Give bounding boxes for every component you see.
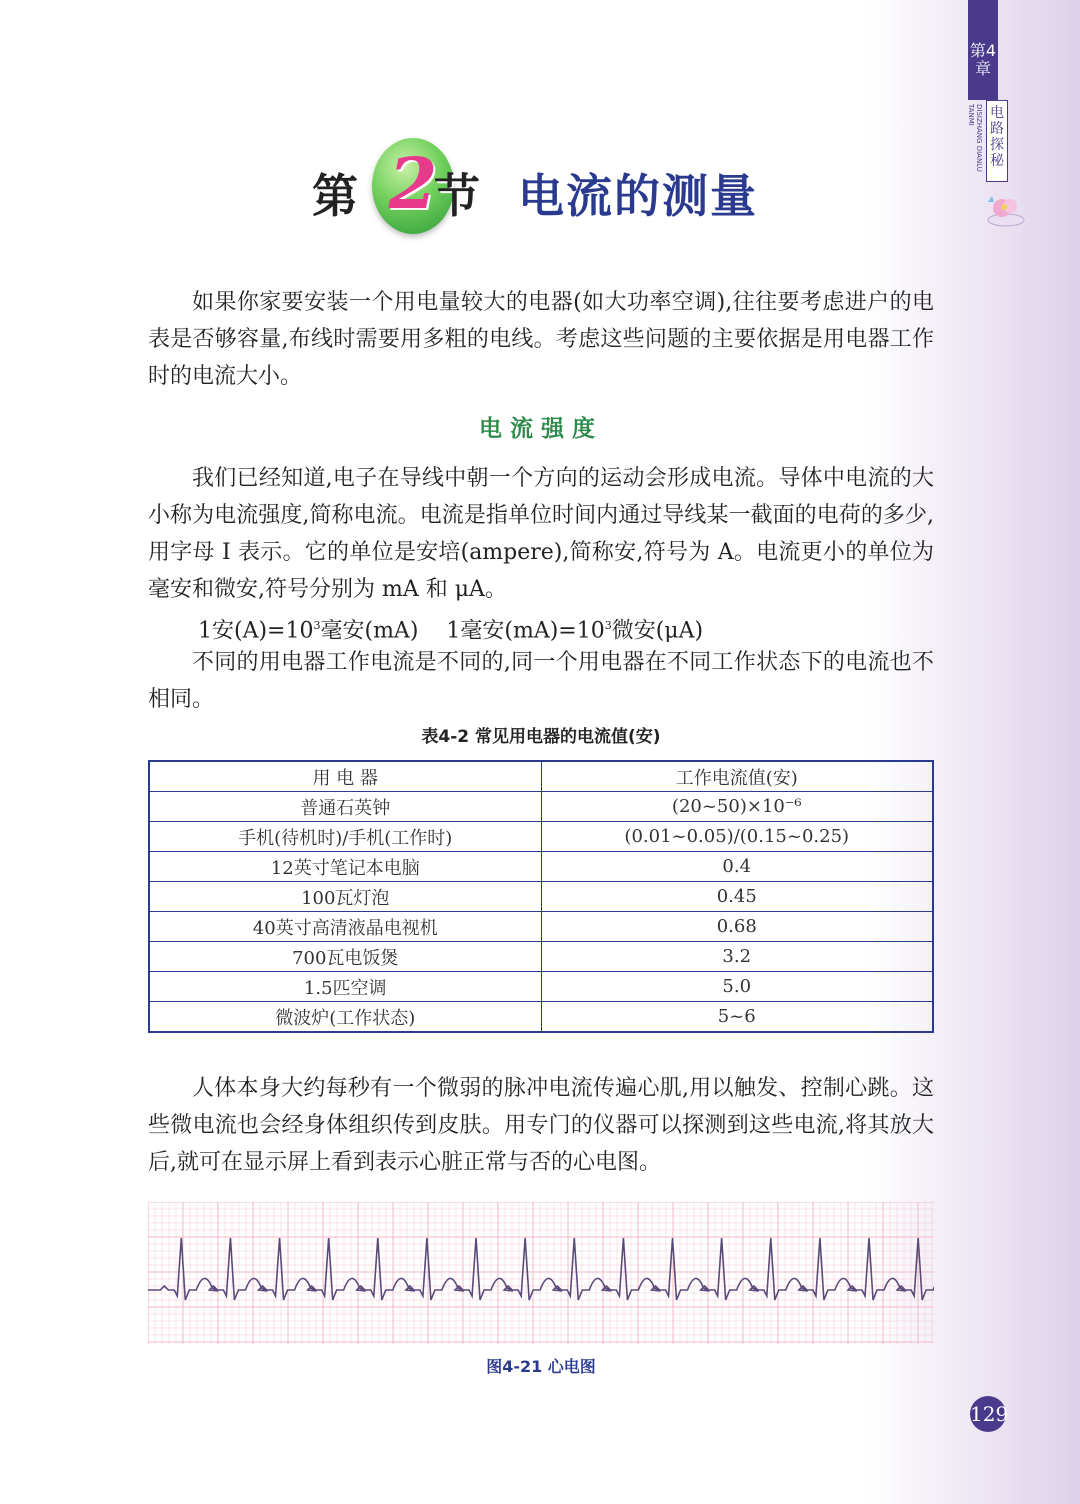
table-cell-appliance: 100瓦灯泡 xyxy=(149,882,541,912)
table-row xyxy=(149,972,933,1002)
table-header-current: 工作电流值(安) xyxy=(541,761,933,792)
intro-paragraph: 如果你家要安装一个用电量较大的电器(如大功率空调),往往要考虑进户的电表是否够容量,布线时需要用多粗的电线。考虑这些问题的主要依据是用电器工作时的电流大小。 xyxy=(148,290,934,389)
table-cell-current: 0.68 xyxy=(541,912,933,942)
ecg-grid xyxy=(148,1202,934,1344)
formula-part-a: 1安(A)=10 xyxy=(198,618,314,644)
section-number: 2 xyxy=(388,142,438,225)
section-title-suffix: 节 xyxy=(434,169,480,223)
table-row xyxy=(149,792,933,822)
table-cell-current: (0.01~0.05)/(0.15~0.25) xyxy=(541,822,933,852)
formula-exponent-a: 3 xyxy=(313,619,321,632)
table-header-row xyxy=(149,761,933,792)
section-title-name: 电流的测量 xyxy=(518,169,758,223)
table-row xyxy=(149,852,933,882)
table-cell-appliance: 微波炉(工作状态) xyxy=(149,1002,541,1033)
chapter-pinyin: DISIZHANG DIANLU TANMI xyxy=(967,104,983,172)
table-row xyxy=(149,942,933,972)
formula-exponent-b: 3 xyxy=(604,619,612,632)
chapter-title: 电路探秘 xyxy=(986,100,1008,182)
unit-conversion-formula xyxy=(198,607,703,649)
ecg-figure xyxy=(148,1202,934,1344)
table-cell-appliance: 12英寸笔记本电脑 xyxy=(149,852,541,882)
table-cell-appliance: 手机(待机时)/手机(工作时) xyxy=(149,822,541,852)
chapter-tab: 第4章 xyxy=(968,0,998,100)
figure-caption: 图4-21 心电图 xyxy=(486,1357,596,1376)
formula-part-b: 毫安(mA) 1毫安(mA)=10 xyxy=(320,618,605,644)
table-cell-current: 3.2 xyxy=(541,942,933,972)
heart-paragraph: 人体本身大约每秒有一个微弱的脉冲电流传遍心肌,用以触发、控制心跳。这些微电流也会经身体组织传到皮肤。用专门的仪器可以探测到这些电流,将其放大后,就可在显示屏上看到表示心脏正常与否的心电图。 xyxy=(148,1076,934,1175)
table-cell-appliance: 1.5匹空调 xyxy=(149,972,541,1002)
table-cell-current: 0.4 xyxy=(541,852,933,882)
table-cell-current: 5~6 xyxy=(541,1002,933,1033)
table-caption: 表4-2 常见用电器的电流值(安) xyxy=(421,727,661,747)
table-row xyxy=(149,882,933,912)
section-heading: 电流强度 xyxy=(479,416,603,442)
section-title xyxy=(312,138,792,238)
current-values-table xyxy=(148,760,934,1033)
table-row xyxy=(149,822,933,852)
ecg-trace xyxy=(148,1238,934,1300)
table-row xyxy=(149,1002,933,1033)
different-current-paragraph: 不同的用电器工作电流是不同的,同一个用电器在不同工作状态下的电流也不相同。 xyxy=(148,650,934,712)
table-cell-current: 0.45 xyxy=(541,882,933,912)
formula-part-c: 微安(μA) xyxy=(611,618,704,644)
page-number: 129 xyxy=(970,1396,1006,1432)
definition-paragraph: 我们已经知道,电子在导线中朝一个方向的运动会形成电流。导体中电流的大小称为电流强度,简称电流。电流是指单位时间内通过导线某一截面的电荷的多少,用字母 I 表示。它的单位是安培(ampere),简称安,符号为 A。电流更小的单位为毫安和微安,符号分别为 mA 和 μA。 xyxy=(148,466,934,602)
table-cell-current: 5.0 xyxy=(541,972,933,1002)
flower-cup-icon xyxy=(980,190,1028,230)
table-header-appliance: 用 电 器 xyxy=(149,761,541,792)
table-row xyxy=(149,912,933,942)
table-cell-current: (20~50)×10⁻⁶ xyxy=(541,792,933,822)
table-cell-appliance: 普通石英钟 xyxy=(149,792,541,822)
table-cell-appliance: 700瓦电饭煲 xyxy=(149,942,541,972)
table-cell-appliance: 40英寸高清液晶电视机 xyxy=(149,912,541,942)
section-title-prefix: 第 xyxy=(312,169,358,223)
